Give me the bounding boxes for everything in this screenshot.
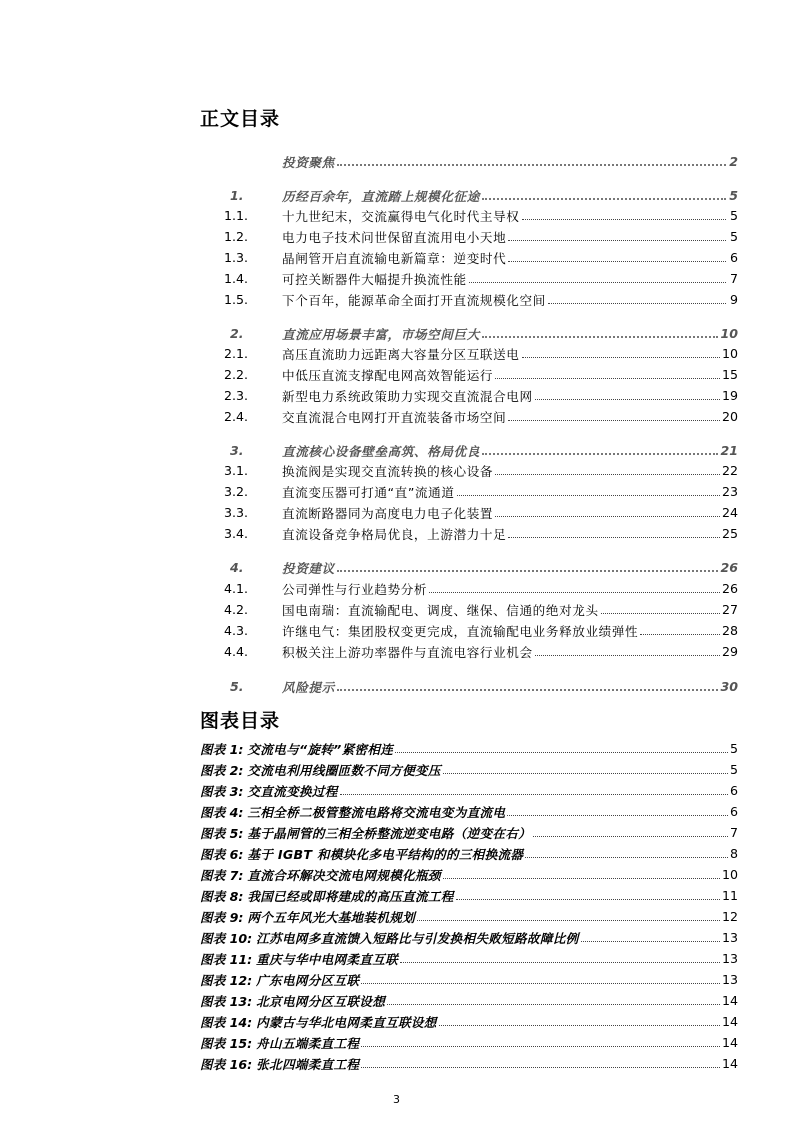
- toc-entry-page: 22: [721, 462, 738, 478]
- toc-entry-2-4[interactable]: [200, 406, 738, 426]
- toc-entry-page: 5: [729, 228, 738, 244]
- figure-page: 14: [721, 1034, 738, 1050]
- dot-leader: [508, 226, 726, 241]
- toc-entry-number: 2.2.: [224, 366, 249, 382]
- dot-leader: [443, 759, 728, 774]
- toc-entry-page: 27: [721, 601, 738, 617]
- figure-text: 广东电网分区互联: [256, 972, 360, 988]
- dot-leader: [387, 990, 720, 1005]
- toc-entry-page: 28: [721, 622, 738, 638]
- dot-leader: [522, 343, 720, 358]
- dot-leader: [581, 927, 720, 942]
- figure-entry-8[interactable]: [200, 885, 738, 905]
- toc-entry-text: 下个百年，能源革命全面打开直流规模化空间: [282, 292, 546, 308]
- toc-entry-number: 2.4.: [224, 408, 249, 424]
- toc-section-page: 26: [720, 559, 738, 575]
- toc-entry-number: 1.1.: [224, 207, 249, 223]
- toc-entry-number: 3.3.: [224, 504, 249, 520]
- figure-entry-16[interactable]: [200, 1053, 738, 1073]
- toc-entry-number: 2.1.: [224, 345, 249, 361]
- toc-section-page: 5: [729, 187, 738, 203]
- dot-leader: [507, 801, 728, 816]
- figure-entry-15[interactable]: [200, 1032, 738, 1052]
- toc-section-2[interactable]: [200, 323, 738, 343]
- figure-label: 图表 12:: [200, 972, 253, 988]
- toc-entry-1-3[interactable]: [200, 247, 738, 267]
- toc-entry-number: 3.1.: [224, 462, 249, 478]
- figure-label: 图表 8:: [200, 888, 244, 904]
- toc-entry-number: 3.2.: [224, 483, 249, 499]
- figure-text: 内蒙古与华北电网柔直互联设想: [256, 1014, 437, 1030]
- toc-entry-page: 10: [721, 345, 738, 361]
- figure-entry-14[interactable]: [200, 1011, 738, 1031]
- dot-leader: [482, 322, 719, 338]
- page-number: 3: [393, 1093, 400, 1106]
- toc-entry-1-1[interactable]: [200, 205, 738, 225]
- toc-section-number: 1.: [230, 187, 244, 203]
- figure-label: 图表 16:: [200, 1056, 253, 1072]
- dot-leader: [337, 675, 719, 691]
- figure-page: 14: [721, 1013, 738, 1029]
- figure-page: 5: [729, 740, 738, 756]
- toc-section-3[interactable]: [200, 440, 738, 460]
- figure-label: 图表 4:: [200, 804, 244, 820]
- toc-entry-page: 24: [721, 504, 738, 520]
- dot-leader: [337, 150, 726, 166]
- figure-label: 图表 11:: [200, 951, 253, 967]
- dot-leader: [417, 906, 720, 921]
- toc-section-text: 直流应用场景丰富，市场空间巨大: [282, 326, 480, 342]
- figure-entry-11[interactable]: [200, 948, 738, 968]
- dot-leader: [340, 780, 728, 795]
- toc-entry-4-1[interactable]: [200, 578, 738, 598]
- dot-leader: [495, 364, 720, 379]
- figure-page: 11: [721, 887, 738, 903]
- toc-entry-page: 9: [729, 291, 738, 307]
- dot-leader: [508, 247, 726, 262]
- figure-label: 图表 14:: [200, 1014, 253, 1030]
- toc-entry-3-4[interactable]: [200, 523, 738, 543]
- toc-entry-3-1[interactable]: [200, 460, 738, 480]
- figure-label: 图表 2:: [200, 762, 244, 778]
- dot-leader: [535, 385, 720, 400]
- toc-section-number: 3.: [230, 442, 244, 458]
- figure-entry-5[interactable]: [200, 822, 738, 842]
- figure-entry-2[interactable]: [200, 759, 738, 779]
- toc-entry-intro[interactable]: [200, 151, 738, 171]
- toc-entry-number: 1.4.: [224, 270, 249, 286]
- toc-entry-number: 4.2.: [224, 601, 249, 617]
- figure-page: 14: [721, 992, 738, 1008]
- figure-entry-4[interactable]: [200, 801, 738, 821]
- figure-label: 图表 9:: [200, 909, 244, 925]
- dot-leader: [439, 1011, 720, 1026]
- figure-page: 12: [721, 908, 738, 924]
- figure-entry-10[interactable]: [200, 927, 738, 947]
- dot-leader: [482, 439, 719, 455]
- toc-entry-number: 1.2.: [224, 228, 249, 244]
- toc-entry-text: 交直流混合电网打开直流装备市场空间: [282, 409, 507, 425]
- toc-entry-number: 4.4.: [224, 643, 249, 659]
- toc-entry-page: 7: [729, 270, 738, 286]
- figure-page: 5: [729, 761, 738, 777]
- toc-entry-2-3[interactable]: [200, 385, 738, 405]
- figure-text: 我国已经或即将建成的高压直流工程: [247, 888, 454, 904]
- toc-section-number: 4.: [230, 559, 244, 575]
- toc-entry-number: 4.1.: [224, 580, 249, 596]
- toc-entry-page: 6: [729, 249, 738, 265]
- figure-entry-6[interactable]: [200, 843, 738, 863]
- figure-entry-1[interactable]: [200, 738, 738, 758]
- toc-section-text: 历经百余年，直流踏上规模化征途: [282, 188, 480, 204]
- figure-label: 图表 13:: [200, 993, 253, 1009]
- figure-text: 江苏电网多直流馈入短路比与引发换相失败短路故障比例: [256, 930, 579, 946]
- dot-leader: [482, 184, 726, 200]
- toc-entry-text: 新型电力系统政策助力实现交直流混合电网: [282, 388, 533, 404]
- figure-page: 8: [729, 845, 738, 861]
- toc-entry-text: 十九世纪末，交流赢得电气化时代主导权: [282, 208, 520, 224]
- toc-entry-number: 2.3.: [224, 387, 249, 403]
- dot-leader: [535, 641, 720, 656]
- figure-label: 图表 6:: [200, 846, 244, 862]
- figure-page: 6: [729, 782, 738, 798]
- figure-page: 13: [721, 971, 738, 987]
- dot-leader: [640, 620, 720, 635]
- figure-page: 13: [721, 950, 738, 966]
- toc-entry-number: 3.4.: [224, 525, 249, 541]
- figure-entry-7[interactable]: [200, 864, 738, 884]
- dot-leader: [337, 556, 719, 572]
- dot-leader: [361, 1032, 720, 1047]
- toc-section-1[interactable]: [200, 185, 738, 205]
- toc-entry-number: 1.5.: [224, 291, 249, 307]
- toc-entry-page: 29: [721, 643, 738, 659]
- toc-entry-text: 电力电子技术问世保留直流用电小天地: [282, 229, 507, 245]
- figure-text: 基于 IGBT 和模块化多电平结构的的三相换流器: [247, 846, 524, 862]
- toc-section-page: 30: [720, 678, 738, 694]
- figure-label: 图表 7:: [200, 867, 244, 883]
- toc-entry-text: 许继电气：集团股权变更完成，直流输配电业务释放业绩弹性: [282, 623, 639, 639]
- figures-heading: 图表目录: [200, 710, 281, 732]
- toc-entry-page: 23: [721, 483, 738, 499]
- toc-entry-1-4[interactable]: [200, 268, 738, 288]
- figure-page: 14: [721, 1055, 738, 1071]
- figure-text: 三相全桥二极管整流电路将交流电变为直流电: [247, 804, 506, 820]
- dot-leader: [525, 843, 728, 858]
- toc-entry-page: 15: [721, 366, 738, 382]
- dot-leader: [601, 599, 720, 614]
- toc-entry-text: 中低压直流支撑配电网高效智能运行: [282, 367, 494, 383]
- dot-leader: [361, 969, 720, 984]
- toc-entry-page: 20: [721, 408, 738, 424]
- dot-leader: [429, 578, 720, 593]
- toc-entry-text: 积极关注上游功率器件与直流电容行业机会: [282, 644, 533, 660]
- dot-leader: [508, 406, 720, 421]
- toc-entry-3-3[interactable]: [200, 502, 738, 522]
- toc-entry-4-3[interactable]: [200, 620, 738, 640]
- toc-entry-number: 4.3.: [224, 622, 249, 638]
- toc-entry-page: 5: [729, 207, 738, 223]
- dot-leader: [508, 523, 720, 538]
- dot-leader: [522, 205, 727, 220]
- dot-leader: [548, 289, 726, 304]
- figure-label: 图表 5:: [200, 825, 244, 841]
- figure-text: 重庆与华中电网柔直互联: [256, 951, 398, 967]
- figure-text: 交流电利用线圈匝数不同方便变压: [247, 762, 441, 778]
- dot-leader: [456, 885, 720, 900]
- toc-entry-2-1[interactable]: [200, 343, 738, 363]
- toc-section-text: 风险提示: [282, 679, 335, 695]
- toc-section-page: 10: [720, 325, 738, 341]
- figure-text: 交流电与“旋转”紧密相连: [247, 741, 394, 757]
- figure-entry-9[interactable]: [200, 906, 738, 926]
- toc-entry-text: 直流断路器同为高度电力电子化装置: [282, 505, 494, 521]
- dot-leader: [443, 864, 720, 879]
- toc-section-page: 21: [720, 442, 738, 458]
- toc-entry-text: 投资聚焦: [282, 154, 335, 170]
- toc-entry-text: 高压直流助力远距离大容量分区互联送电: [282, 346, 520, 362]
- toc-entry-text: 可控关断器件大幅提升换流性能: [282, 271, 467, 287]
- dot-leader: [495, 460, 720, 475]
- figure-page: 7: [729, 824, 738, 840]
- figure-label: 图表 1:: [200, 741, 244, 757]
- toc-entry-page: 19: [721, 387, 738, 403]
- toc-section-number: 2.: [230, 325, 244, 341]
- figure-text: 直流合环解决交流电网规模化瓶颈: [247, 867, 441, 883]
- toc-entry-page: 26: [721, 580, 738, 596]
- figure-text: 舟山五端柔直工程: [256, 1035, 360, 1051]
- figure-text: 北京电网分区互联设想: [256, 993, 386, 1009]
- toc-section-5[interactable]: [200, 676, 738, 696]
- dot-leader: [457, 481, 720, 496]
- figure-page: 10: [721, 866, 738, 882]
- figure-label: 图表 3:: [200, 783, 244, 799]
- toc-entry-page: 2: [729, 153, 738, 169]
- figure-entry-3[interactable]: [200, 780, 738, 800]
- toc-entry-2-2[interactable]: [200, 364, 738, 384]
- dot-leader: [400, 948, 720, 963]
- toc-entry-number: 1.3.: [224, 249, 249, 265]
- toc-heading: 正文目录: [200, 108, 281, 130]
- figure-page: 6: [729, 803, 738, 819]
- figure-label: 图表 10:: [200, 930, 253, 946]
- figure-label: 图表 15:: [200, 1035, 253, 1051]
- toc-entry-4-4[interactable]: [200, 641, 738, 661]
- figure-page: 13: [721, 929, 738, 945]
- toc-entry-text: 国电南瑞：直流输配电、调度、继保、信通的绝对龙头: [282, 602, 599, 618]
- dot-leader: [361, 1053, 720, 1068]
- toc-entry-text: 直流变压器可打通“直”流通道: [282, 484, 455, 500]
- toc-entry-3-2[interactable]: [200, 481, 738, 501]
- toc-section-text: 直流核心设备壁垒高筑、格局优良: [282, 443, 480, 459]
- toc-entry-4-2[interactable]: [200, 599, 738, 619]
- toc-section-text: 投资建议: [282, 560, 335, 576]
- toc-section-4[interactable]: [200, 557, 738, 577]
- toc-entry-1-5[interactable]: [200, 289, 738, 309]
- toc-section-number: 5.: [230, 678, 244, 694]
- figure-text: 两个五年风光大基地装机规划: [247, 909, 416, 925]
- toc-entry-text: 晶闸管开启直流输电新篇章：逆变时代: [282, 250, 507, 266]
- figure-entry-12[interactable]: [200, 969, 738, 989]
- toc-entry-text: 换流阀是实现交直流转换的核心设备: [282, 463, 494, 479]
- figure-entry-13[interactable]: [200, 990, 738, 1010]
- figure-text: 基于晶闸管的三相全桥整流逆变电路（逆变在右）: [247, 825, 532, 841]
- dot-leader: [495, 502, 720, 517]
- toc-entry-1-2[interactable]: [200, 226, 738, 246]
- toc-entry-page: 25: [721, 525, 738, 541]
- dot-leader: [533, 822, 728, 837]
- toc-entry-text: 公司弹性与行业趋势分析: [282, 581, 428, 597]
- toc-entry-text: 直流设备竞争格局优良，上游潜力十足: [282, 526, 507, 542]
- dot-leader: [395, 738, 728, 753]
- figure-text: 张北四端柔直工程: [256, 1056, 360, 1072]
- dot-leader: [469, 268, 726, 283]
- figure-text: 交直流变换过程: [247, 783, 338, 799]
